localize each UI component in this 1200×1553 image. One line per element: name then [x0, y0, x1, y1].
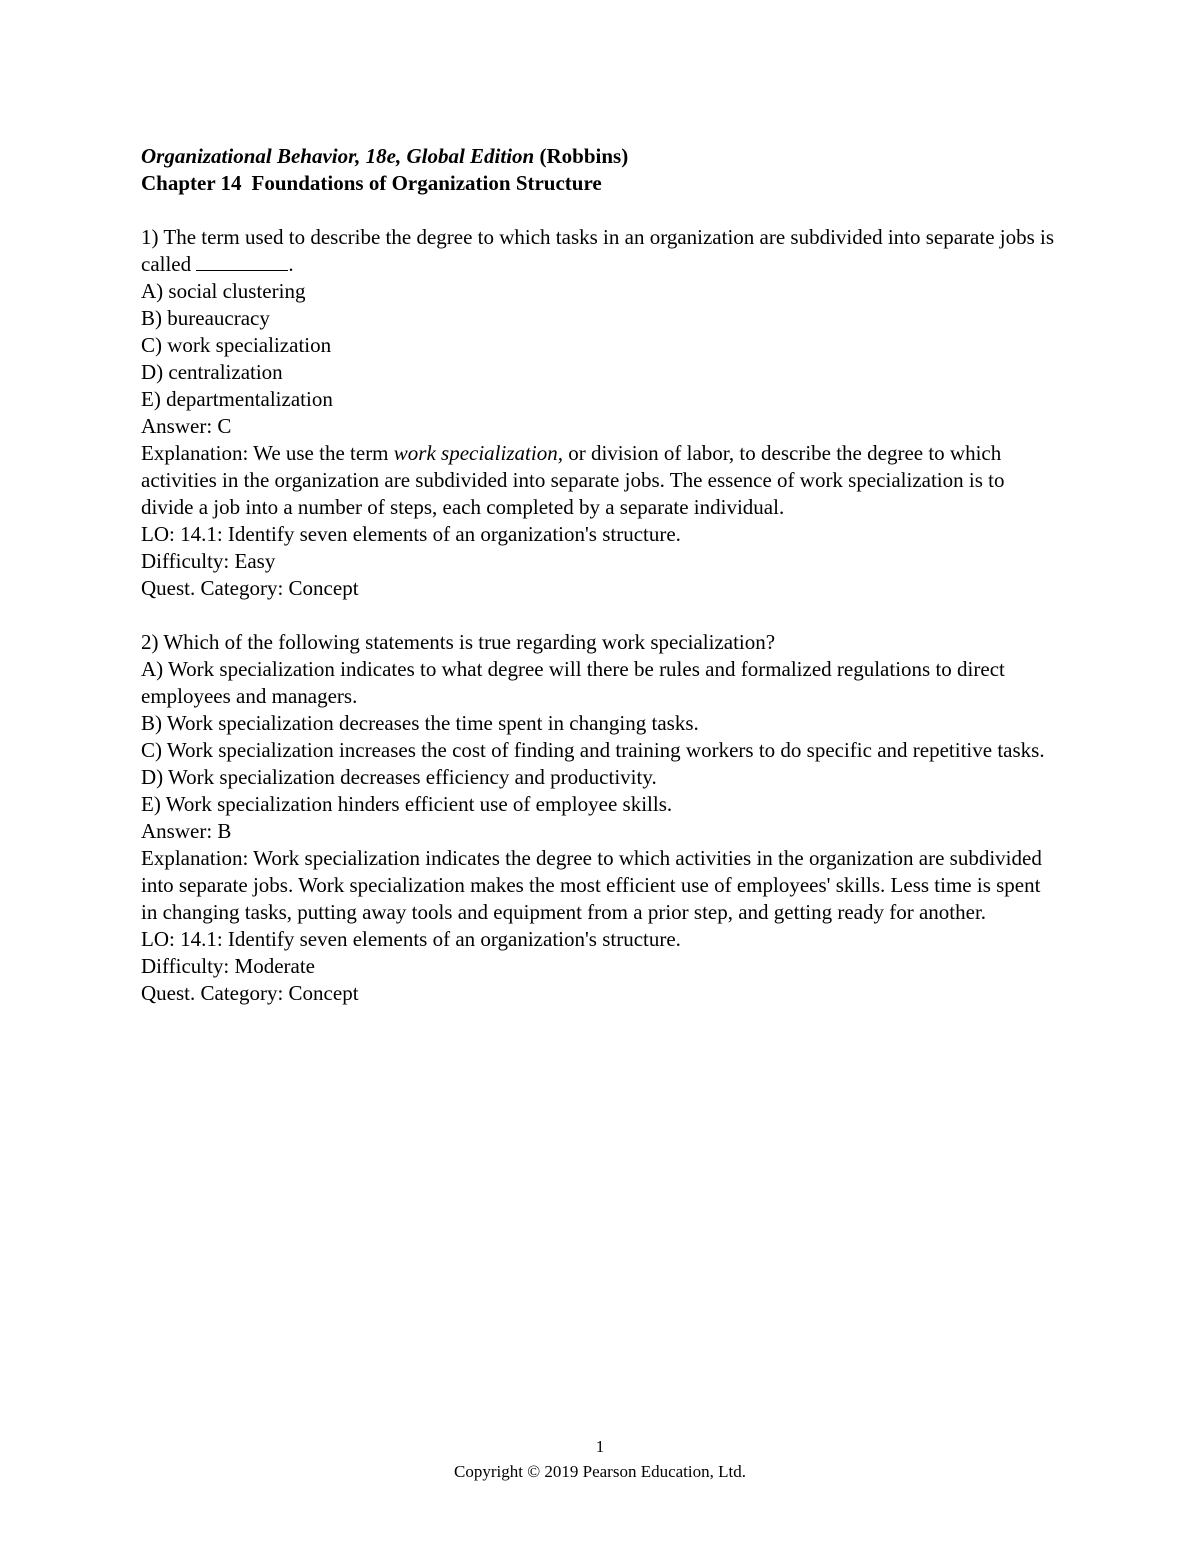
question-1	[141, 224, 1061, 602]
chapter-heading	[141, 170, 1061, 197]
copyright-notice: Copyright © 2019 Pearson Education, Ltd.	[454, 1462, 746, 1481]
answer-blank	[196, 252, 288, 271]
page-number: 1	[595, 1437, 605, 1456]
chapter-label: Chapter 14	[141, 171, 242, 195]
question-category: Quest. Category: Concept	[141, 576, 359, 600]
book-title-line	[141, 143, 1061, 170]
explanation-emphasis: work specialization,	[393, 441, 563, 465]
option-d: D) Work specialization decreases efficiency and productivity.	[141, 765, 657, 789]
option-a: A) Work specialization indicates to what degree will there be rules and formalized regulations to direct employees and managers.	[141, 657, 1005, 708]
option-e: E) Work specialization hinders efficient use of employee skills.	[141, 792, 673, 816]
question-stem	[141, 224, 1061, 278]
answer: Answer: C	[141, 414, 232, 438]
option-e: E) departmentalization	[141, 387, 333, 411]
question-stem-text: 1) The term used to describe the degree to which tasks in an organization are subdivided into separate jobs is called	[141, 225, 1055, 276]
learning-objective: LO: 14.1: Identify seven elements of an organization's structure.	[141, 927, 681, 951]
option-b: B) bureaucracy	[141, 306, 270, 330]
option-a: A) social clustering	[141, 279, 306, 303]
option-b: B) Work specialization decreases the time spent in changing tasks.	[141, 711, 699, 735]
difficulty: Difficulty: Moderate	[141, 954, 315, 978]
chapter-title: Foundations of Organization Structure	[251, 171, 602, 195]
explanation-text: Explanation: We use the term	[141, 441, 394, 465]
explanation: Explanation: Work specialization indicates the degree to which activities in the organization are subdivided into separate jobs. Work specialization makes the most efficient use of employees' skills. Less time is spent in changing tasks, putting away tools and equipment from a prior step, and getting ready for another.	[141, 846, 1042, 924]
page-content	[141, 143, 1061, 1034]
explanation	[141, 440, 1061, 521]
author: (Robbins)	[539, 144, 629, 168]
question-stem-end: .	[288, 252, 294, 276]
difficulty: Difficulty: Easy	[141, 549, 276, 573]
question-stem: 2) Which of the following statements is true regarding work specialization?	[141, 630, 776, 654]
explanation-text-rest: or division of labor, to describe the degree to which activities in the organization are subdivided into separate jobs. The essence of work specialization is to divide a job into a number of steps, each completed by a separate individual.	[141, 441, 1005, 519]
question-category: Quest. Category: Concept	[141, 981, 359, 1005]
answer: Answer: B	[141, 819, 232, 843]
learning-objective: LO: 14.1: Identify seven elements of an organization's structure.	[141, 522, 681, 546]
option-c: C) work specialization	[141, 333, 332, 357]
book-title: Organizational Behavior, 18e, Global Edition	[141, 144, 535, 168]
question-2	[141, 629, 1061, 1007]
option-d: D) centralization	[141, 360, 283, 384]
option-c: C) Work specialization increases the cost of finding and training workers to do specific and repetitive tasks.	[141, 738, 1045, 762]
